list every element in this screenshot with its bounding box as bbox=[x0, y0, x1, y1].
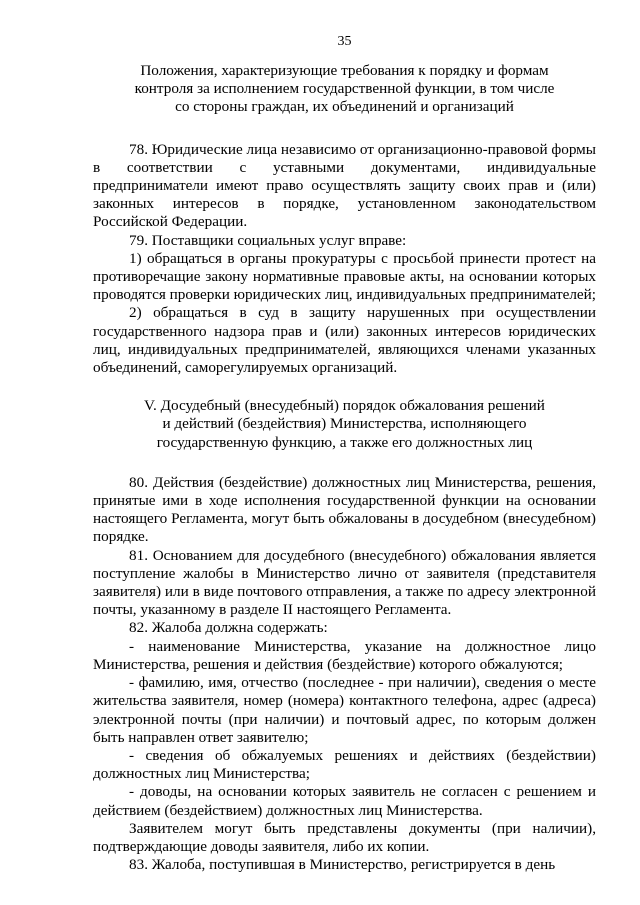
paragraph-82-item-2: - фамилию, имя, отчество (последнее - при наличии), сведения о месте жительства заявителя, номер (номера) контактного телефона, адрес (адреса) электронной почты (при наличии) и почтовый адрес, по которым должен быть направлен ответ заявителю; bbox=[93, 674, 596, 746]
paragraph-82-item-1: - наименование Министерства, указание на должностное лицо Министерства, решения и действия (бездействие) которого обжалуются; bbox=[93, 637, 596, 673]
paragraph-79-item-1: 1) обращаться в органы прокуратуры с просьбой принести протест на противоречащие закону нормативные правовые акты, на основании которых проводятся проверки юридических лиц, индивидуальных предпринимателей; bbox=[93, 249, 597, 304]
heading-line: государственную функцию, а также его должностных лиц bbox=[156, 433, 533, 451]
heading-line: со стороны граждан, их объединений и организаций bbox=[175, 98, 514, 116]
paragraph-82-item-4: - доводы, на основании которых заявитель не согласен с решением и действием (бездействием) должностных лиц Министерства. bbox=[93, 783, 596, 819]
heading-line: и действий (бездействия) Министерства, исполняющего bbox=[162, 415, 527, 433]
paragraph-79-item-2: 2) обращаться в суд в защиту нарушенных при осуществлении государственного надзора прав и (или) законных интересов юридических лиц, индивидуальных предпринимателей, являющихся членами указанных объединений, саморегулируемых организаций. bbox=[93, 304, 596, 377]
paragraph-82-documents: Заявителем могут быть представлены документы (при наличии), подтверждающие доводы заявителя, либо их копии. bbox=[93, 819, 596, 855]
paragraph-83: 83. Жалоба, поступившая в Министерство, регистрируется в день bbox=[129, 856, 556, 874]
paragraph-82-item-3: - сведения об обжалуемых решениях и действиях (бездействии) должностных лиц Министерства; bbox=[93, 746, 596, 783]
page-number: 35 bbox=[337, 34, 352, 49]
paragraph-78: 78. Юридические лица независимо от организационно-правовой формы в соответствии с уставными документами, индивидуальные предприниматели имеют право осуществлять защиту своих прав и (или) законных интересов в порядке, установленном законодательством Российской Федерации. bbox=[93, 140, 596, 231]
heading-line: контроля за исполнением государственной функции, в том числе bbox=[134, 80, 555, 98]
section-heading-control bbox=[93, 62, 596, 117]
heading-line: Положения, характеризующие требования к порядку и формам bbox=[140, 62, 549, 79]
document-page bbox=[93, 34, 596, 874]
heading-line: V. Досудебный (внесудебный) порядок обжалования решений bbox=[144, 397, 545, 415]
section-heading-appeal bbox=[93, 397, 596, 452]
paragraph-79: 79. Поставщики социальных услуг вправе: bbox=[129, 231, 407, 249]
paragraph-81: 81. Основанием для досудебного (внесудебного) обжалования является поступление жалобы в Министерство лично от заявителя (представителя заявителя) или в виде почтового отправления, а также по адресу электронной почты, указанному в разделе II настоящего Регламента. bbox=[93, 546, 596, 619]
paragraph-80: 80. Действия (бездействие) должностных лиц Министерства, решения, принятые ими в ходе исполнения государственной функции на основании настоящего Регламента, могут быть обжалованы в досудебном (внесудебном) порядке. bbox=[93, 473, 596, 546]
paragraph-82: 82. Жалоба должна содержать: bbox=[129, 619, 328, 637]
